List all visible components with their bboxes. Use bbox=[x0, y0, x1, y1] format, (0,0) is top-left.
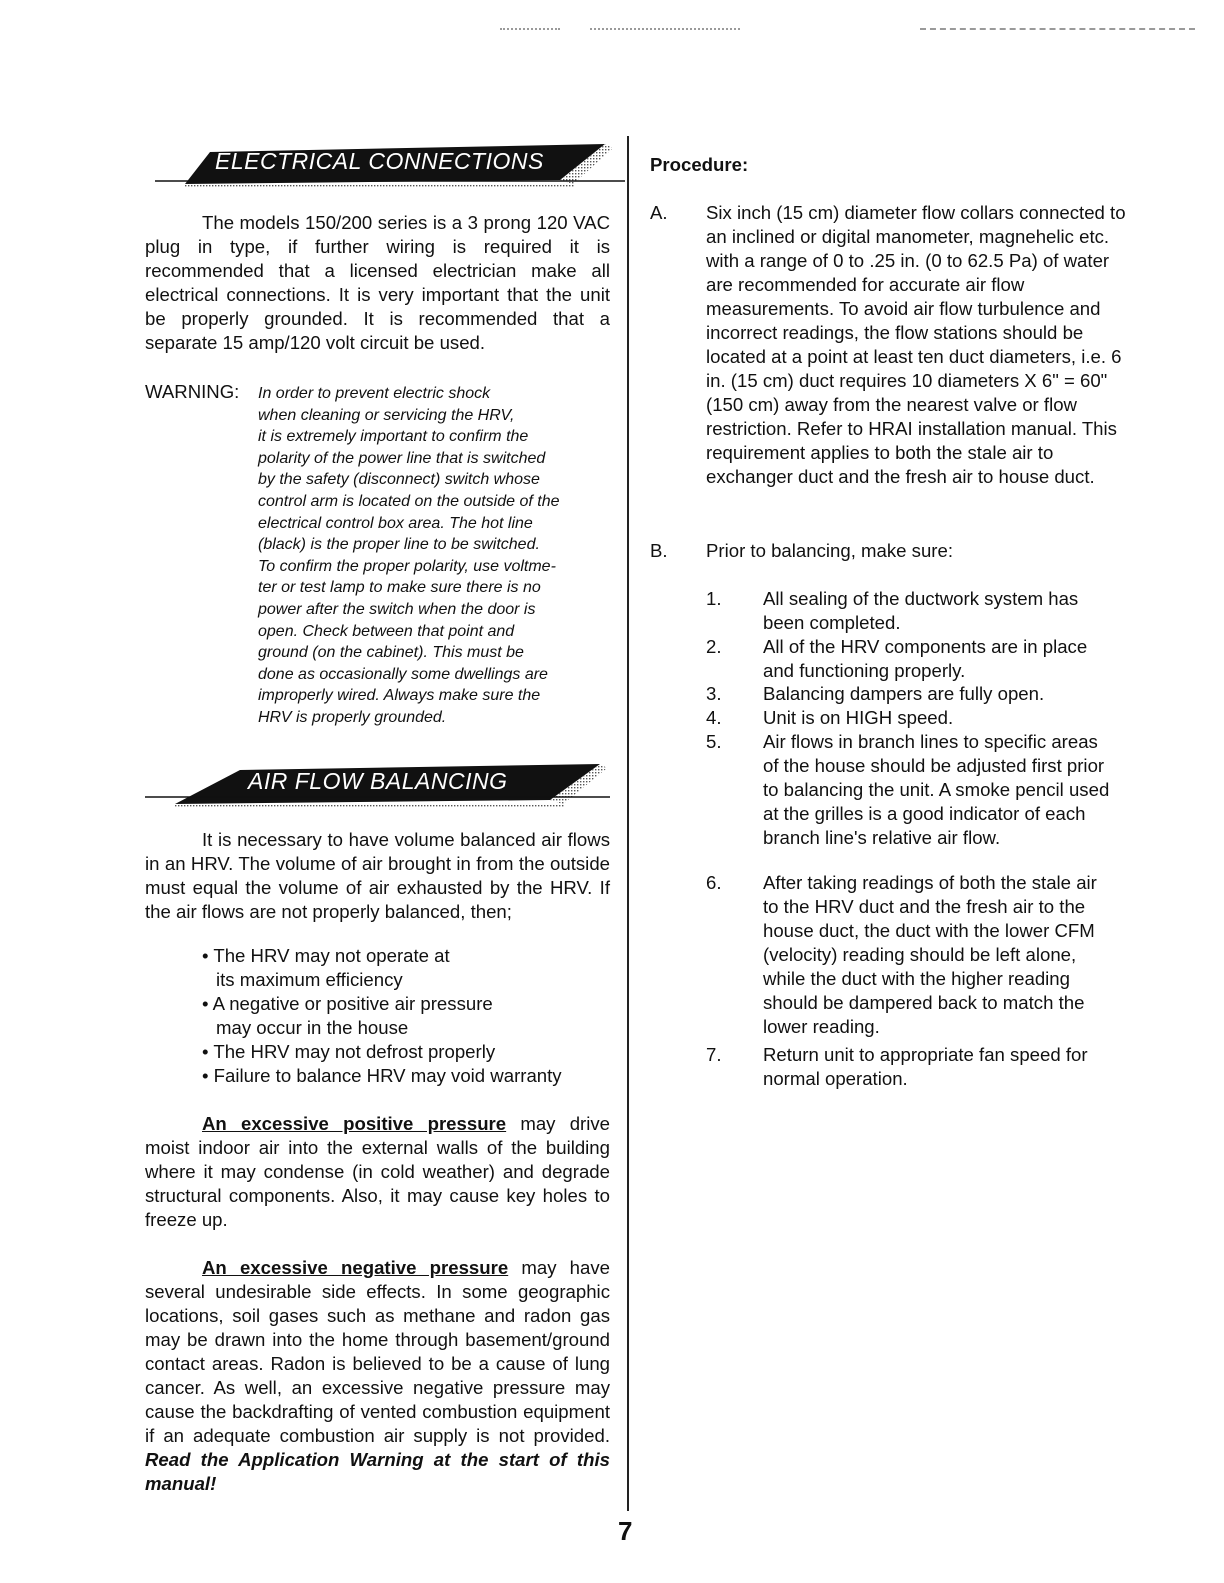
item-text: Unit is on HIGH speed. bbox=[763, 707, 954, 728]
item-text: Balancing dampers are fully open. bbox=[763, 683, 1045, 704]
list-item bbox=[202, 992, 612, 1040]
warning-line: when cleaning or servicing the HRV, bbox=[258, 406, 515, 424]
list-item-line: • The HRV may not operate at bbox=[202, 945, 450, 966]
item-number: 1. bbox=[706, 588, 722, 609]
warning-line: power after the switch when the door is bbox=[258, 600, 536, 618]
consequence-list bbox=[202, 944, 612, 1088]
scan-artifact bbox=[500, 28, 560, 32]
warning-text bbox=[258, 383, 608, 729]
warning-line: In order to prevent electric shock bbox=[258, 385, 491, 402]
warning-line: done as occasionally some dwellings are bbox=[258, 665, 548, 683]
warning-line: control arm is located on the outside of the bbox=[258, 492, 560, 510]
item-text: All of the HRV components are in place and functioning properly. bbox=[763, 636, 1088, 681]
column-divider bbox=[627, 136, 629, 1511]
warning-line: ground (on the cabinet). This must be bbox=[258, 644, 524, 662]
warning-line: ter or test lamp to make sure there is no bbox=[258, 579, 541, 597]
warning-line: improperly wired. Always make sure the bbox=[258, 687, 541, 705]
list-item bbox=[202, 1040, 612, 1064]
airflow-paragraph bbox=[145, 828, 610, 924]
scan-artifact bbox=[920, 28, 1195, 32]
warning-line: electrical control box area. The hot line bbox=[258, 514, 533, 532]
page-number: 7 bbox=[618, 1516, 633, 1546]
item-text: Return unit to appropriate fan speed for normal operation. bbox=[763, 1044, 1088, 1089]
step-text: Six inch (15 cm) diameter flow collars connected to an inclined or digital manometer, magnehelic etc. with a range of 0 to .25 in. (0 to 62.5 Pa) of water are recommended for accurate air flow measurements. To avoid air flow turbulence and incorrect readings, the flow stations should be located at a point at least ten duct diameters, i.e. 6 in. (15 cm) duct requires 10 diameters X 6" = 60" (150 cm) away from the nearest valve or flow restriction. Refer to HRAI installation manual. This requirement applies to both the stale air to exchanger duct and the fresh air to house duct. bbox=[706, 202, 1126, 487]
warning-label: WARNING: bbox=[145, 381, 240, 402]
electrical-paragraph bbox=[145, 211, 610, 355]
item-text: All sealing of the ductwork system has been completed. bbox=[763, 588, 1079, 633]
item-number: 3. bbox=[706, 683, 722, 704]
air-flow-balancing-banner bbox=[145, 760, 610, 808]
list-item-line: • A negative or positive air pressure bbox=[202, 993, 493, 1014]
electrical-connections-banner bbox=[155, 140, 625, 188]
paragraph-text: It is necessary to have volume balanced air flows in an HRV. The volume of air brought in from the outside must equal the volume of air exhausted by the HRV. If the air flows are not properly balanced, then; bbox=[145, 829, 610, 922]
paragraph-text: The models 150/200 series is a 3 prong 120 VAC plug in type, if further wiring is required it is recommended that a licensed electrician make all electrical connections. It is very important that the unit be properly grounded. It is recommended that a separate 15 amp/120 volt circuit be used. bbox=[145, 212, 610, 353]
warning-line: HRV is properly grounded. bbox=[258, 708, 447, 726]
section-heading: AIR FLOW BALANCING bbox=[248, 768, 508, 794]
item-text: After taking readings of both the stale air to the HRV duct and the fresh air to the house duct, the duct with the lower CFM (velocity) reading should be left alone, while the duct with the higher reading should be dampered back to match the lower reading. bbox=[763, 872, 1097, 1037]
section-heading: ELECTRICAL CONNECTIONS bbox=[215, 148, 544, 174]
item-number: 7. bbox=[706, 1044, 722, 1065]
procedure-heading: Procedure: bbox=[650, 154, 749, 175]
item-number: 6. bbox=[706, 872, 722, 893]
paragraph-text: may drive moist indoor air into the external walls of the building where it may condense (in cold weather) and degrade structural components. Also, it may cause key holes to freeze up. bbox=[145, 1113, 610, 1230]
list-item bbox=[202, 1064, 612, 1088]
warning-line: it is extremely important to confirm the bbox=[258, 428, 529, 446]
positive-pressure-term: An excessive positive pressure bbox=[202, 1113, 507, 1134]
paragraph-text: may have several undesirable side effects. In some geographic locations, soil gases such as methane and radon gas may be drawn into the home through basement/ground contact areas. Radon is believed to be a cause of lung cancer. As well, an excessive negative pressure may cause the backdrafting of vented combustion equipment if an adequate combustion air supply is not provided. bbox=[145, 1257, 611, 1446]
item-number: 5. bbox=[706, 731, 722, 752]
warning-line: (black) is the proper line to be switched. bbox=[258, 536, 540, 554]
item-number: 4. bbox=[706, 707, 722, 728]
warning-line: open. Check between that point and bbox=[258, 622, 515, 640]
warning-line: polarity of the power line that is switched bbox=[258, 449, 546, 467]
list-item-line: • The HRV may not defrost properly bbox=[202, 1041, 496, 1062]
positive-pressure-paragraph bbox=[145, 1112, 610, 1232]
item-number: 2. bbox=[706, 636, 722, 657]
warning-line: To confirm the proper polarity, use voltme- bbox=[258, 557, 556, 575]
negative-pressure-term: An excessive negative pressure bbox=[202, 1257, 509, 1278]
negative-pressure-paragraph bbox=[145, 1256, 610, 1496]
list-item-line: • Failure to balance HRV may void warranty bbox=[202, 1065, 562, 1086]
scan-artifact bbox=[590, 28, 740, 32]
warning-line: by the safety (disconnect) switch whose bbox=[258, 471, 540, 489]
step-text: Prior to balancing, make sure: bbox=[706, 540, 954, 561]
item-text: Air flows in branch lines to specific areas of the house should be adjusted first prior to balancing the unit. A smoke pencil used at the grilles is a good indicator of each branch line's relative air flow. bbox=[763, 731, 1110, 848]
list-item bbox=[202, 944, 612, 992]
application-warning-note: Read the Application Warning at the start of this manual! bbox=[145, 1449, 610, 1494]
step-label: A. bbox=[650, 202, 668, 223]
step-label: B. bbox=[650, 540, 668, 561]
list-item-line: its maximum efficiency bbox=[216, 969, 403, 990]
list-item-line: may occur in the house bbox=[216, 1017, 409, 1038]
